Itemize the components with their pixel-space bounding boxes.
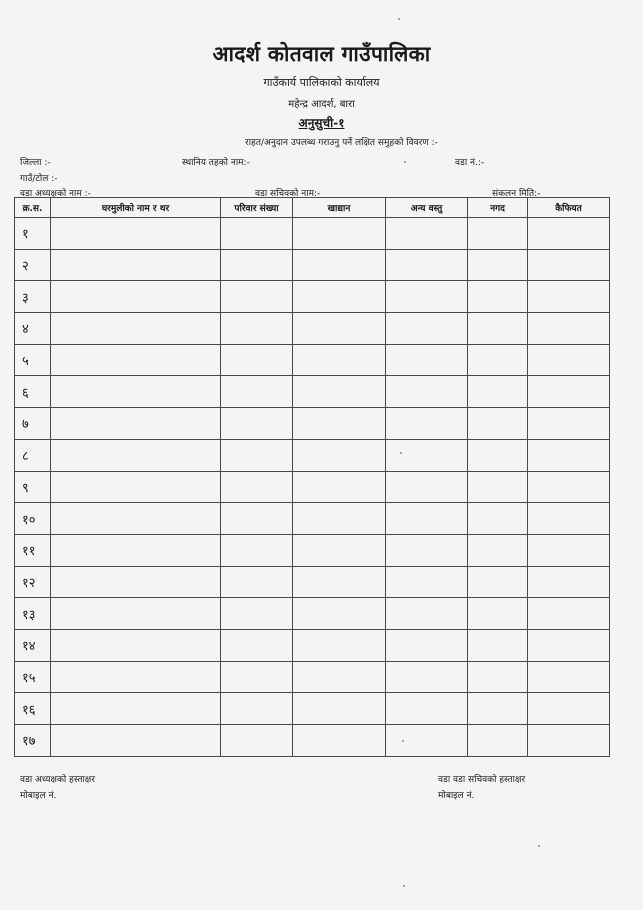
table-row	[15, 376, 610, 408]
other-items-cell[interactable]	[386, 661, 468, 693]
household-head-cell[interactable]	[51, 408, 221, 440]
family-count-cell[interactable]	[221, 629, 293, 661]
other-items-cell[interactable]	[386, 218, 468, 250]
household-head-cell[interactable]	[51, 218, 221, 250]
remarks-cell[interactable]	[528, 313, 610, 345]
remarks-cell[interactable]	[528, 439, 610, 471]
cash-cell[interactable]	[468, 725, 528, 757]
other-items-cell[interactable]	[386, 598, 468, 630]
scan-speck	[404, 161, 406, 163]
household-head-cell[interactable]	[51, 471, 221, 503]
food-cell[interactable]	[293, 249, 386, 281]
household-head-cell[interactable]	[51, 313, 221, 345]
other-items-cell[interactable]	[386, 503, 468, 535]
food-cell[interactable]	[293, 503, 386, 535]
cash-cell[interactable]	[468, 249, 528, 281]
cash-cell[interactable]	[468, 439, 528, 471]
food-cell[interactable]	[293, 598, 386, 630]
food-cell[interactable]	[293, 344, 386, 376]
remarks-cell[interactable]	[528, 344, 610, 376]
form-description: राहत/अनुदान उपलब्ध गराउनु पर्ने लक्षित समुहको विवरण :-	[245, 138, 438, 148]
table-row	[15, 534, 610, 566]
other-items-cell[interactable]	[386, 629, 468, 661]
scan-speck	[402, 740, 404, 742]
remarks-cell[interactable]	[528, 471, 610, 503]
row-serial: ६	[15, 376, 51, 408]
scan-speck	[398, 18, 400, 20]
table-row	[15, 313, 610, 345]
table-row	[15, 598, 610, 630]
family-count-cell[interactable]	[221, 218, 293, 250]
header-serial: क्र.स.	[15, 198, 51, 218]
remarks-cell[interactable]	[528, 408, 610, 440]
household-head-cell[interactable]	[51, 281, 221, 313]
cash-cell[interactable]	[468, 376, 528, 408]
other-items-cell[interactable]	[386, 249, 468, 281]
chair-mobile-label: मोबाइल नं.	[20, 791, 57, 801]
cash-cell[interactable]	[468, 281, 528, 313]
other-items-cell[interactable]	[386, 313, 468, 345]
row-serial: १	[15, 218, 51, 250]
family-count-cell[interactable]	[221, 408, 293, 440]
other-items-cell[interactable]	[386, 376, 468, 408]
row-serial: १६	[15, 693, 51, 725]
chair-signature-label: वडा अध्यक्षको हस्ताक्षर	[20, 775, 95, 785]
household-head-cell[interactable]	[51, 534, 221, 566]
cash-cell[interactable]	[468, 693, 528, 725]
remarks-cell[interactable]	[528, 693, 610, 725]
table-row	[15, 439, 610, 471]
food-cell[interactable]	[293, 471, 386, 503]
family-count-cell[interactable]	[221, 281, 293, 313]
other-items-cell[interactable]	[386, 439, 468, 471]
header-remarks: कैफियत	[528, 198, 610, 218]
header-family-count: परिवार संख्या	[221, 198, 293, 218]
food-cell[interactable]	[293, 313, 386, 345]
cash-cell[interactable]	[468, 629, 528, 661]
table-row	[15, 629, 610, 661]
family-count-cell[interactable]	[221, 344, 293, 376]
family-count-cell[interactable]	[221, 693, 293, 725]
family-count-cell[interactable]	[221, 598, 293, 630]
other-items-cell[interactable]	[386, 534, 468, 566]
household-head-cell[interactable]	[51, 693, 221, 725]
cash-cell[interactable]	[468, 661, 528, 693]
household-head-cell[interactable]	[51, 661, 221, 693]
household-head-cell[interactable]	[51, 598, 221, 630]
family-count-cell[interactable]	[221, 439, 293, 471]
remarks-cell[interactable]	[528, 218, 610, 250]
secretary-mobile-label: मोबाइल नं.	[438, 791, 475, 801]
family-count-cell[interactable]	[221, 566, 293, 598]
annex-heading: अनुसुची-१	[298, 116, 345, 130]
row-serial: १७	[15, 725, 51, 757]
row-serial: २	[15, 249, 51, 281]
office-address: महेन्द्र आदर्श, बारा	[288, 99, 355, 110]
row-serial: ५	[15, 344, 51, 376]
food-cell[interactable]	[293, 281, 386, 313]
local-level-label: स्थानिय तहको नाम:-	[182, 158, 250, 168]
header-household-head: घरमुलीको नाम र थर	[51, 198, 221, 218]
header-food: खाद्यान	[293, 198, 386, 218]
beneficiary-table	[14, 197, 610, 757]
row-serial: १४	[15, 629, 51, 661]
office-name: गाउँकार्य पालिकाको कार्यालय	[263, 76, 380, 89]
table-row	[15, 503, 610, 535]
family-count-cell[interactable]	[221, 725, 293, 757]
row-serial: १२	[15, 566, 51, 598]
household-head-cell[interactable]	[51, 249, 221, 281]
household-head-cell[interactable]	[51, 439, 221, 471]
remarks-cell[interactable]	[528, 629, 610, 661]
table-row	[15, 281, 610, 313]
table-header-row	[15, 198, 610, 218]
other-items-cell[interactable]	[386, 566, 468, 598]
municipality-title: आदर्श कोतवाल गाउँपालिका	[212, 41, 431, 66]
header-other-items: अन्य वस्तु	[386, 198, 468, 218]
food-cell[interactable]	[293, 376, 386, 408]
household-head-cell[interactable]	[51, 344, 221, 376]
remarks-cell[interactable]	[528, 376, 610, 408]
family-count-cell[interactable]	[221, 376, 293, 408]
table-row	[15, 218, 610, 250]
table-row	[15, 566, 610, 598]
row-serial: ४	[15, 313, 51, 345]
cash-cell[interactable]	[468, 218, 528, 250]
scan-speck	[400, 452, 402, 454]
family-count-cell[interactable]	[221, 249, 293, 281]
family-count-cell[interactable]	[221, 471, 293, 503]
food-cell[interactable]	[293, 408, 386, 440]
ward-no-label: वडा नं.:-	[455, 158, 485, 168]
ward-secretary-name-label: वडा सचिवको नाम:-	[255, 189, 321, 199]
secretary-signature-label: वडा वडा सचिवको हस्ताक्षर	[438, 775, 526, 785]
collection-date-label: संकलन मिति:-	[492, 189, 541, 199]
food-cell[interactable]	[293, 693, 386, 725]
ward-chair-name-label: वडा अध्यक्षको नाम :-	[20, 189, 91, 199]
food-cell[interactable]	[293, 566, 386, 598]
other-items-cell[interactable]	[386, 471, 468, 503]
household-head-cell[interactable]	[51, 503, 221, 535]
food-cell[interactable]	[293, 534, 386, 566]
remarks-cell[interactable]	[528, 534, 610, 566]
row-serial: १३	[15, 598, 51, 630]
household-head-cell[interactable]	[51, 376, 221, 408]
cash-cell[interactable]	[468, 598, 528, 630]
row-serial: ९	[15, 471, 51, 503]
other-items-cell[interactable]	[386, 693, 468, 725]
remarks-cell[interactable]	[528, 281, 610, 313]
remarks-cell[interactable]	[528, 661, 610, 693]
row-serial: ७	[15, 408, 51, 440]
table-row	[15, 249, 610, 281]
family-count-cell[interactable]	[221, 661, 293, 693]
food-cell[interactable]	[293, 439, 386, 471]
remarks-cell[interactable]	[528, 725, 610, 757]
header-cash: नगद	[468, 198, 528, 218]
table-row	[15, 661, 610, 693]
cash-cell[interactable]	[468, 313, 528, 345]
table-row	[15, 344, 610, 376]
remarks-cell[interactable]	[528, 249, 610, 281]
scan-speck	[403, 885, 405, 887]
remarks-cell[interactable]	[528, 503, 610, 535]
household-head-cell[interactable]	[51, 725, 221, 757]
row-serial: १०	[15, 503, 51, 535]
family-count-cell[interactable]	[221, 534, 293, 566]
scan-speck	[538, 845, 540, 847]
cash-cell[interactable]	[468, 408, 528, 440]
table-row	[15, 725, 610, 757]
row-serial: ३	[15, 281, 51, 313]
other-items-cell[interactable]	[386, 408, 468, 440]
food-cell[interactable]	[293, 725, 386, 757]
family-count-cell[interactable]	[221, 313, 293, 345]
remarks-cell[interactable]	[528, 566, 610, 598]
cash-cell[interactable]	[468, 534, 528, 566]
table-row	[15, 471, 610, 503]
household-head-cell[interactable]	[51, 629, 221, 661]
table-row	[15, 693, 610, 725]
other-items-cell[interactable]	[386, 725, 468, 757]
row-serial: १५	[15, 661, 51, 693]
table-row	[15, 408, 610, 440]
other-items-cell[interactable]	[386, 281, 468, 313]
cash-cell[interactable]	[468, 566, 528, 598]
cash-cell[interactable]	[468, 503, 528, 535]
food-cell[interactable]	[293, 629, 386, 661]
remarks-cell[interactable]	[528, 598, 610, 630]
other-items-cell[interactable]	[386, 344, 468, 376]
district-label: जिल्ला :-	[20, 158, 51, 168]
food-cell[interactable]	[293, 218, 386, 250]
cash-cell[interactable]	[468, 471, 528, 503]
row-serial: ८	[15, 439, 51, 471]
row-serial: ११	[15, 534, 51, 566]
food-cell[interactable]	[293, 661, 386, 693]
village-tole-label: गाउँ/टोल :-	[20, 174, 58, 184]
household-head-cell[interactable]	[51, 566, 221, 598]
family-count-cell[interactable]	[221, 503, 293, 535]
cash-cell[interactable]	[468, 344, 528, 376]
